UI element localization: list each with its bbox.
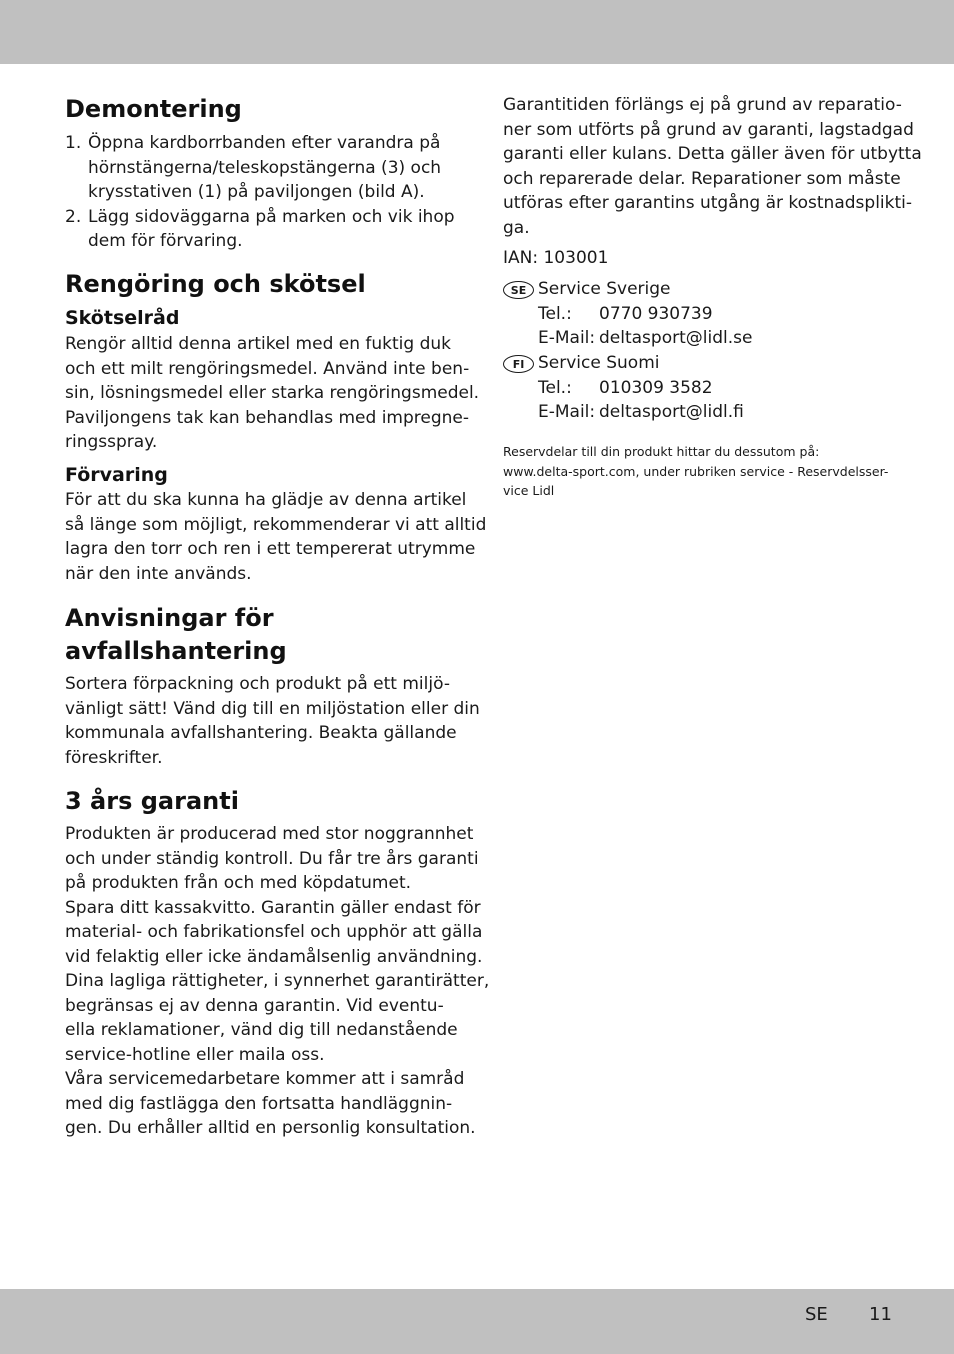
section-title-rengoring: Rengöring och skötsel bbox=[65, 270, 366, 298]
paragraph-line: garanti eller kulans. Detta gäller även för utbytta bbox=[503, 144, 922, 164]
email-label: E-Mail: bbox=[538, 402, 596, 422]
paragraph-line: utföras efter garantins utgång är kostnadsplikti- bbox=[503, 193, 913, 213]
list-number: 2. bbox=[65, 206, 82, 227]
list-item-line: Öppna kardborrbanden efter varandra på bbox=[88, 133, 441, 153]
paragraph-line: gen. Du erhåller alltid en personlig konsultation. bbox=[65, 1118, 476, 1138]
paragraph-line: Våra servicemedarbetare kommer att i samråd bbox=[65, 1069, 465, 1089]
paragraph-line: ga. bbox=[503, 217, 530, 238]
subsection-title-skotselrad: Skötselråd bbox=[65, 307, 180, 329]
section-title-garanti: 3 års garanti bbox=[65, 787, 239, 815]
paragraph-line: begränsas ej av denna garantin. Vid eventu- bbox=[65, 995, 444, 1016]
paragraph-line: när den inte används. bbox=[65, 563, 252, 584]
section-title-avfall-line2: avfallshantering bbox=[65, 637, 287, 665]
list-item-line: Lägg sidoväggarna på marken och vik ihop bbox=[88, 206, 455, 227]
spare-parts-note: vice Lidl bbox=[503, 483, 555, 498]
section-title-demontering: Demontering bbox=[65, 95, 242, 123]
paragraph-line: kommunala avfallshantering. Beakta gällande bbox=[65, 723, 457, 743]
country-badge-fi: FI bbox=[503, 355, 534, 373]
paragraph-line: service-hotline eller maila oss. bbox=[65, 1044, 325, 1065]
email-address: deltasport@lidl.se bbox=[599, 328, 753, 348]
paragraph-line: vänligt sätt! Vänd dig till en miljöstation eller din bbox=[65, 698, 480, 719]
tel-number: 0770 930739 bbox=[599, 303, 713, 324]
paragraph-line: Produkten är producerad med stor noggrannhet bbox=[65, 824, 474, 844]
paragraph-line: ner som utförts på grund av garanti, lagstadgad bbox=[503, 119, 914, 140]
list-item-line: hörnstängerna/teleskopstängerna (3) och bbox=[88, 157, 442, 178]
paragraph-line: så länge som möjligt, rekommenderar vi att alltid bbox=[65, 514, 487, 535]
paragraph-line: och ett milt rengöringsmedel. Använd inte ben- bbox=[65, 358, 470, 379]
paragraph-line: vid felaktig eller icke ändamålsenlig användning. bbox=[65, 946, 483, 967]
tel-label: Tel.: bbox=[538, 303, 572, 324]
paragraph-line: Garantitiden förlängs ej på grund av reparatio- bbox=[503, 95, 902, 115]
page-number: 11 bbox=[869, 1304, 892, 1325]
service-name: Service Sverige bbox=[538, 279, 671, 299]
paragraph-line: Sortera förpackning och produkt på ett miljö- bbox=[65, 674, 450, 694]
paragraph-line: föreskrifter. bbox=[65, 747, 163, 768]
list-item-line: krysstativen (1) på paviljongen (bild A). bbox=[88, 182, 425, 202]
paragraph-line: ringsspray. bbox=[65, 432, 158, 452]
paragraph-line: Dina lagliga rättigheter, i synnerhet garantirätter, bbox=[65, 971, 490, 991]
paragraph-line: med dig fastlägga den fortsatta handläggnin- bbox=[65, 1093, 453, 1114]
ian-number: IAN: 103001 bbox=[503, 247, 609, 268]
service-name: Service Suomi bbox=[538, 353, 660, 373]
country-badge-se: SE bbox=[503, 281, 534, 299]
tel-label: Tel.: bbox=[538, 377, 572, 398]
list-number: 1. bbox=[65, 133, 82, 153]
paragraph-line: sin, lösningsmedel eller starka rengöringsmedel. bbox=[65, 383, 480, 403]
paragraph-line: på produkten från och med köpdatumet. bbox=[65, 873, 412, 893]
paragraph-line: lagra den torr och ren i ett tempererat utrymme bbox=[65, 539, 476, 559]
paragraph-line: material- och fabrikationsfel och upphör att gälla bbox=[65, 922, 483, 942]
spare-parts-note: www.delta-sport.com, under rubriken service - Reservdelsser- bbox=[503, 463, 889, 479]
list-item-line: dem för förvaring. bbox=[88, 231, 243, 251]
paragraph-line: För att du ska kunna ha glädje av denna artikel bbox=[65, 490, 467, 510]
subsection-title-forvaring: Förvaring bbox=[65, 464, 168, 486]
spare-parts-note: Reservdelar till din produkt hittar du dessutom på: bbox=[503, 444, 820, 459]
paragraph-line: Paviljongens tak kan behandlas med impregne- bbox=[65, 407, 469, 428]
email-address: deltasport@lidl.fi bbox=[599, 402, 744, 422]
header-band bbox=[0, 0, 954, 64]
footer-language: SE bbox=[805, 1304, 828, 1325]
paragraph-line: ella reklamationer, vänd dig till nedanstående bbox=[65, 1020, 458, 1040]
paragraph-line: Spara ditt kassakvitto. Garantin gäller endast för bbox=[65, 897, 481, 918]
email-label: E-Mail: bbox=[538, 328, 596, 348]
section-title-avfall: Anvisningar för bbox=[65, 604, 274, 632]
paragraph-line: och reparerade delar. Reparationer som måste bbox=[503, 168, 901, 189]
paragraph-line: Rengör alltid denna artikel med en fuktig duk bbox=[65, 334, 452, 354]
tel-number: 010309 3582 bbox=[599, 377, 713, 398]
paragraph-line: och under ständig kontroll. Du får tre års garanti bbox=[65, 848, 479, 869]
